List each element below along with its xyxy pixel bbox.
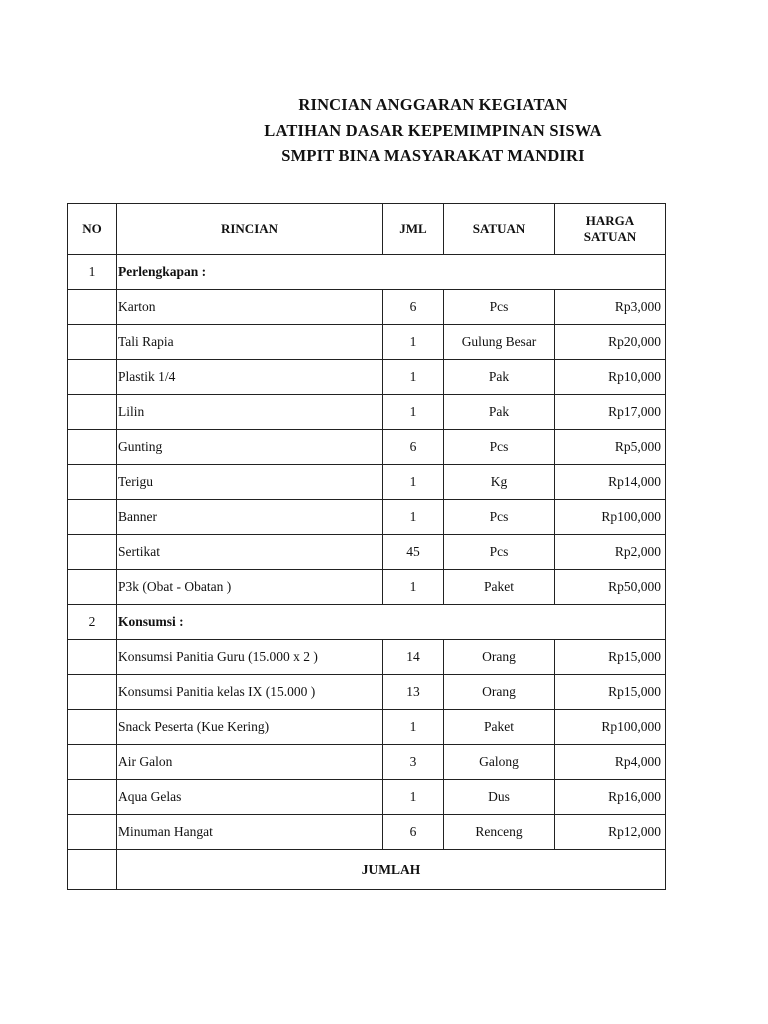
row-number-cell: [68, 745, 117, 780]
row-rincian: Sertikat: [117, 535, 383, 570]
row-rincian: Konsumsi Panitia Guru (15.000 x 2 ): [117, 640, 383, 675]
row-harga-satuan: Rp20,000: [555, 325, 666, 360]
row-jml: 1: [383, 500, 444, 535]
row-jml: 1: [383, 465, 444, 500]
table-row: [68, 675, 666, 710]
row-number-cell: [68, 535, 117, 570]
row-satuan: Pcs: [444, 290, 555, 325]
row-number-cell: [68, 395, 117, 430]
row-harga-satuan: Rp15,000: [555, 640, 666, 675]
row-number-cell: [68, 710, 117, 745]
row-harga-satuan: Rp14,000: [555, 465, 666, 500]
column-header-satuan: SATUAN: [444, 204, 555, 255]
row-satuan: Pak: [444, 395, 555, 430]
row-jml: 14: [383, 640, 444, 675]
row-jml: 1: [383, 570, 444, 605]
document-title-line-1: RINCIAN ANGGARAN KEGIATAN: [298, 95, 568, 114]
row-jml: 6: [383, 430, 444, 465]
row-satuan: Pcs: [444, 535, 555, 570]
table-row: [68, 325, 666, 360]
table-row: [68, 570, 666, 605]
row-number-cell: [68, 500, 117, 535]
row-satuan: Paket: [444, 570, 555, 605]
section-title: Perlengkapan :: [117, 255, 666, 290]
row-satuan: Dus: [444, 780, 555, 815]
row-number-cell: [68, 430, 117, 465]
row-rincian: Snack Peserta (Kue Kering): [117, 710, 383, 745]
row-jml: 13: [383, 675, 444, 710]
row-rincian: Lilin: [117, 395, 383, 430]
row-harga-satuan: Rp3,000: [555, 290, 666, 325]
table-row: [68, 500, 666, 535]
document-title-line-2: LATIHAN DASAR KEPEMIMPINAN SISWA: [264, 121, 602, 140]
row-number-cell: [68, 570, 117, 605]
row-rincian: Terigu: [117, 465, 383, 500]
row-harga-satuan: Rp16,000: [555, 780, 666, 815]
row-number-cell: [68, 640, 117, 675]
row-rincian: Air Galon: [117, 745, 383, 780]
row-harga-satuan: Rp50,000: [555, 570, 666, 605]
column-header-harga-line1: HARGA: [585, 213, 635, 228]
row-rincian: Konsumsi Panitia kelas IX (15.000 ): [117, 675, 383, 710]
row-number-cell: [68, 465, 117, 500]
row-jml: 45: [383, 535, 444, 570]
row-harga-satuan: Rp100,000: [555, 500, 666, 535]
row-satuan: Galong: [444, 745, 555, 780]
section-row: [68, 605, 666, 640]
total-label: JUMLAH: [117, 850, 666, 890]
row-satuan: Pcs: [444, 500, 555, 535]
row-jml: 1: [383, 325, 444, 360]
table-row: [68, 430, 666, 465]
row-rincian: Aqua Gelas: [117, 780, 383, 815]
row-jml: 3: [383, 745, 444, 780]
column-header-no: NO: [68, 204, 117, 255]
table-row: [68, 745, 666, 780]
table-row: [68, 395, 666, 430]
row-harga-satuan: Rp100,000: [555, 710, 666, 745]
row-jml: 6: [383, 290, 444, 325]
table-row: [68, 360, 666, 395]
row-harga-satuan: Rp12,000: [555, 815, 666, 850]
row-number-cell: [68, 675, 117, 710]
row-satuan: Gulung Besar: [444, 325, 555, 360]
row-satuan: Orang: [444, 675, 555, 710]
row-rincian: Minuman Hangat: [117, 815, 383, 850]
column-header-jml: JML: [383, 204, 444, 255]
column-header-harga-line2: SATUAN: [583, 229, 637, 244]
row-rincian: Plastik 1/4: [117, 360, 383, 395]
section-row: [68, 255, 666, 290]
row-satuan: Orang: [444, 640, 555, 675]
column-header-rincian: RINCIAN: [117, 204, 383, 255]
row-number-cell: [68, 360, 117, 395]
row-satuan: Kg: [444, 465, 555, 500]
row-harga-satuan: Rp4,000: [555, 745, 666, 780]
total-empty-cell: [68, 850, 117, 890]
row-rincian: Gunting: [117, 430, 383, 465]
row-number-cell: [68, 325, 117, 360]
row-jml: 6: [383, 815, 444, 850]
column-header-harga-satuan: [555, 204, 666, 255]
row-satuan: Pcs: [444, 430, 555, 465]
section-number: 1: [68, 255, 117, 290]
row-number-cell: [68, 290, 117, 325]
section-title: Konsumsi :: [117, 605, 666, 640]
section-number: 2: [68, 605, 117, 640]
table-body: [68, 255, 666, 890]
row-jml: 1: [383, 710, 444, 745]
row-rincian: Banner: [117, 500, 383, 535]
table-row: [68, 815, 666, 850]
table-row: [68, 465, 666, 500]
row-satuan: Renceng: [444, 815, 555, 850]
row-harga-satuan: Rp2,000: [555, 535, 666, 570]
table-row: [68, 780, 666, 815]
budget-table: [67, 203, 666, 890]
table-row: [68, 710, 666, 745]
table-row: [68, 290, 666, 325]
row-satuan: Paket: [444, 710, 555, 745]
row-jml: 1: [383, 395, 444, 430]
table-row: [68, 535, 666, 570]
row-harga-satuan: Rp17,000: [555, 395, 666, 430]
table-header-row: [68, 204, 666, 255]
row-harga-satuan: Rp15,000: [555, 675, 666, 710]
row-satuan: Pak: [444, 360, 555, 395]
row-number-cell: [68, 815, 117, 850]
row-jml: 1: [383, 360, 444, 395]
row-rincian: Tali Rapia: [117, 325, 383, 360]
table-row: [68, 640, 666, 675]
row-number-cell: [68, 780, 117, 815]
row-harga-satuan: Rp5,000: [555, 430, 666, 465]
row-rincian: Karton: [117, 290, 383, 325]
row-rincian: P3k (Obat - Obatan ): [117, 570, 383, 605]
row-jml: 1: [383, 780, 444, 815]
row-harga-satuan: Rp10,000: [555, 360, 666, 395]
document-title-line-3: SMPIT BINA MASYARAKAT MANDIRI: [281, 146, 585, 165]
total-row: [68, 850, 666, 890]
